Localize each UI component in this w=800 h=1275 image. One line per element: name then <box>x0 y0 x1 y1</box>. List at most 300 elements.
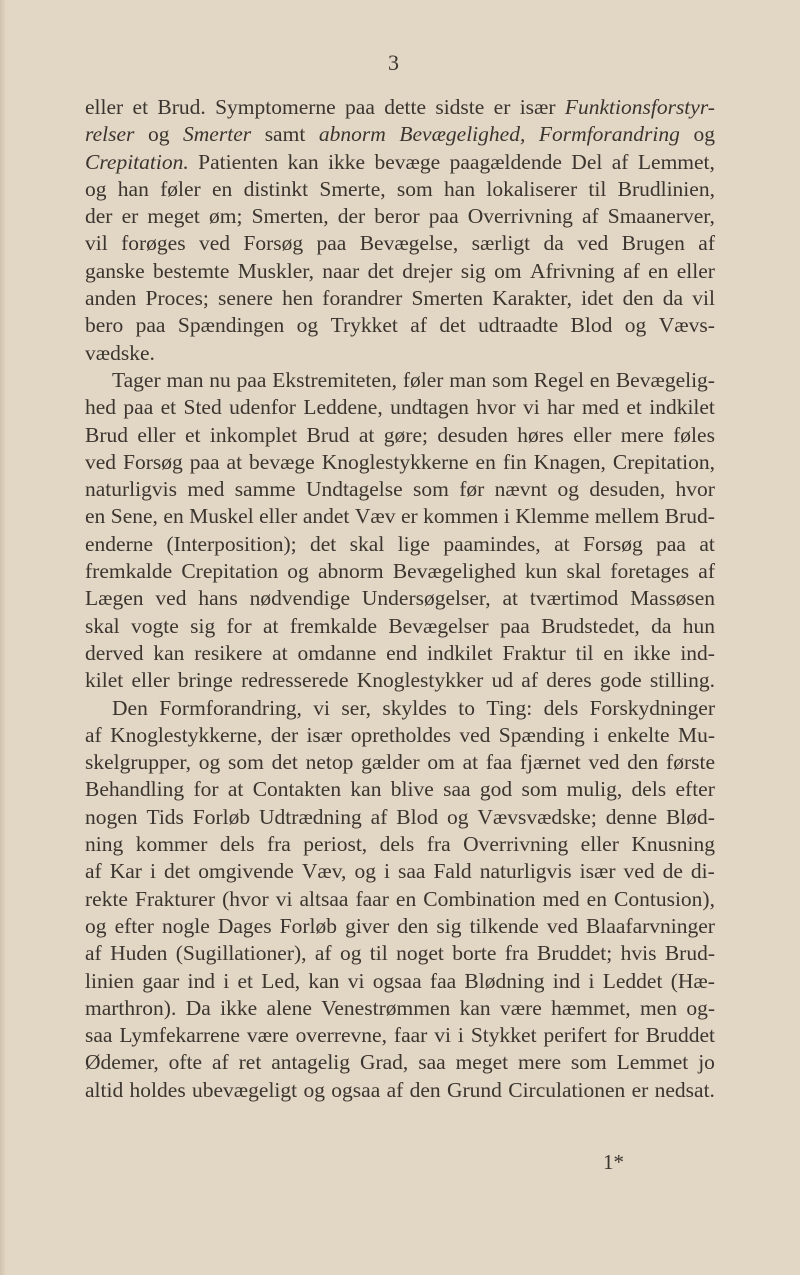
word: Brud <box>85 422 128 447</box>
word: paa <box>500 613 530 638</box>
word: vi <box>434 1023 451 1048</box>
word: Smerte, <box>319 176 386 201</box>
word: hun <box>682 613 715 638</box>
word: som <box>396 176 433 201</box>
text-line <box>85 968 715 995</box>
word: Forløb <box>192 804 251 829</box>
word: Knoglestykker <box>356 668 484 693</box>
word: samme <box>234 477 296 502</box>
word: en <box>586 886 607 911</box>
word: kan <box>459 995 491 1020</box>
word: ogsaa <box>372 968 422 993</box>
word: af <box>623 258 640 283</box>
word: Lægen <box>85 586 144 611</box>
word: Udtrædning <box>259 804 362 829</box>
page-number: 3 <box>388 50 399 75</box>
word: paagældende <box>449 149 562 174</box>
word: Stykket <box>470 1023 537 1048</box>
word: skelgrupper, <box>85 750 192 775</box>
word: det <box>367 258 394 283</box>
word: Dages <box>217 913 272 938</box>
word: og <box>557 477 580 502</box>
word: og <box>85 176 107 201</box>
word: kommer <box>135 832 208 857</box>
word: en <box>85 504 106 529</box>
word: skal <box>349 531 385 556</box>
word: Afrivning <box>529 258 615 283</box>
word: meget <box>455 1050 509 1075</box>
word: sig <box>460 258 486 283</box>
word: (Hæ- <box>670 968 715 993</box>
word: første <box>666 750 715 775</box>
word: Brud- <box>664 504 715 529</box>
word: kan <box>350 777 382 802</box>
word: der <box>337 204 366 229</box>
word: perifert <box>543 1023 607 1048</box>
word: fra <box>426 832 451 857</box>
word: for <box>226 613 252 638</box>
word: gælder <box>361 750 420 775</box>
signature-mark: 1* <box>603 1150 624 1174</box>
word: hvis <box>620 941 657 966</box>
word: er <box>493 95 511 119</box>
word: Proces; <box>145 286 209 311</box>
word: Bevægelighed <box>392 559 516 584</box>
word: i <box>383 859 390 884</box>
word: Forskydninger <box>589 695 715 720</box>
word: Bevægelser <box>388 613 489 638</box>
word: har <box>547 395 575 420</box>
word: af <box>85 722 102 747</box>
word: fjærnet <box>519 750 581 775</box>
word: Klemme <box>515 504 590 529</box>
word: Den <box>112 695 148 720</box>
word: den <box>409 1077 441 1102</box>
word: og <box>624 313 647 338</box>
word: ogsaa <box>331 1077 381 1102</box>
word: den <box>627 750 659 775</box>
word: føler <box>402 367 444 392</box>
word: Frakturer <box>135 886 216 911</box>
word: Blødning <box>464 968 545 993</box>
word: paa <box>428 204 459 229</box>
word: marthron). <box>85 995 177 1020</box>
text-line <box>85 121 715 148</box>
text-line <box>85 749 715 776</box>
text-line <box>85 531 715 558</box>
word: di- <box>690 859 715 884</box>
word: efter <box>114 913 154 938</box>
word: han <box>117 176 149 201</box>
word: vi <box>347 968 365 993</box>
text-segment: vædske. <box>85 340 155 365</box>
word: ved <box>577 231 609 256</box>
word: et <box>626 395 642 420</box>
word: fra <box>266 832 291 857</box>
text-line <box>85 886 715 913</box>
word: vi <box>523 395 540 420</box>
word: Knusning <box>631 832 715 857</box>
word: Forsøg <box>123 449 183 474</box>
word: som <box>413 477 449 502</box>
word: at <box>272 640 288 665</box>
word: ved <box>155 586 187 611</box>
word: Undtagelse <box>305 477 403 502</box>
word: Bevægelig- <box>615 367 715 392</box>
word: man <box>449 367 487 392</box>
word: at <box>227 777 244 802</box>
word: nu <box>209 367 231 392</box>
word: og- <box>686 995 715 1020</box>
word: Crepitation. <box>85 149 189 174</box>
word: Venestrømmen <box>321 995 451 1020</box>
word: hæmmet, <box>551 995 631 1020</box>
word: ved <box>198 231 230 256</box>
word: alene <box>266 995 312 1020</box>
word: eller <box>137 422 176 447</box>
word: kan <box>308 968 340 993</box>
word: de <box>662 859 683 884</box>
word: at <box>462 750 479 775</box>
text-line <box>85 667 715 694</box>
word: deres <box>546 668 592 693</box>
word: at <box>262 613 279 638</box>
word: senere <box>217 286 273 311</box>
word: bevæge <box>374 149 441 174</box>
word: andet <box>302 504 350 529</box>
word: skyldes <box>382 695 447 720</box>
word: af <box>611 149 629 174</box>
word: i <box>593 722 600 747</box>
word: saa <box>418 1050 446 1075</box>
word: holdes <box>129 1077 186 1102</box>
word: eller <box>131 668 170 693</box>
word: relser <box>85 122 135 147</box>
word: og <box>85 913 107 938</box>
word: en <box>163 504 184 529</box>
word: desuden <box>437 422 508 447</box>
text-line <box>85 203 715 230</box>
word: indkilet <box>426 640 493 665</box>
text-line <box>85 804 715 831</box>
text-line <box>85 831 715 858</box>
word: men <box>639 995 677 1020</box>
word: er <box>400 504 418 529</box>
text-line <box>85 258 715 285</box>
word: Ekstremiteten, <box>272 367 398 392</box>
word: mulig, <box>566 777 623 802</box>
word: Vævsvædske; <box>477 804 597 829</box>
word: kan <box>153 640 185 665</box>
word: fremkalde <box>289 613 377 638</box>
word: den <box>397 913 429 938</box>
word: Væv <box>354 504 396 529</box>
word: Formforandring, <box>159 695 302 720</box>
word: bevæge <box>249 449 315 474</box>
word: tilkende <box>469 913 539 938</box>
word: paa <box>236 367 267 392</box>
word: den <box>622 286 654 311</box>
word: idet <box>581 286 614 311</box>
word: paa <box>656 531 686 556</box>
word: end <box>386 640 418 665</box>
word: Behandling <box>85 777 185 802</box>
word: et <box>184 422 201 447</box>
word: til <box>588 176 607 201</box>
word: overrevne, <box>295 1023 387 1048</box>
word: Smaanerver, <box>607 204 715 229</box>
word: Contakten <box>252 777 342 802</box>
word: naturligvis <box>85 477 177 502</box>
word: giver <box>345 913 390 938</box>
word: Smerter <box>183 122 252 147</box>
text-line <box>85 312 715 339</box>
word: kilet <box>85 668 124 693</box>
word: Brud <box>306 422 350 447</box>
word: i <box>457 1023 464 1048</box>
word: naturligvis <box>479 859 572 884</box>
word: naar <box>322 258 360 283</box>
word: Knagen, <box>533 449 606 474</box>
word: resikere <box>194 640 263 665</box>
body-text <box>85 94 715 1104</box>
word: øm; <box>209 204 243 229</box>
word: og <box>693 122 715 147</box>
word: omgivende <box>198 859 294 884</box>
word: (Sugillationer), <box>175 941 307 966</box>
word: Leddene, <box>303 395 383 420</box>
word: skal <box>85 613 120 638</box>
word: distinkt <box>243 176 309 201</box>
word: som <box>570 1050 607 1075</box>
word: Formforandring <box>538 122 680 147</box>
word: med <box>187 477 225 502</box>
word: Blaafarvninger <box>586 913 715 938</box>
word: kun <box>525 559 558 584</box>
word: og <box>198 750 221 775</box>
text-line <box>85 995 715 1022</box>
word: paa <box>316 231 347 256</box>
word: Brugen <box>621 231 685 256</box>
word: i <box>503 504 510 529</box>
word: Regel <box>533 367 584 392</box>
word: faa <box>429 968 457 993</box>
word: et <box>160 395 177 420</box>
word: af <box>85 859 102 884</box>
word: saa <box>85 1023 113 1048</box>
word: Spænding <box>498 722 585 747</box>
word: altsaa <box>299 886 349 911</box>
word: ikke <box>328 149 366 174</box>
word: det <box>271 750 298 775</box>
word: Bevægelighed, <box>399 122 526 147</box>
word: vi <box>313 695 331 720</box>
word: ind <box>187 968 215 993</box>
word: Bruddet; <box>537 941 613 966</box>
word: udtraadte <box>478 313 559 338</box>
word: desuden, <box>589 477 666 502</box>
word: ret <box>238 1050 262 1075</box>
word: og <box>287 559 309 584</box>
word: meget <box>147 204 200 229</box>
word: og <box>446 804 469 829</box>
word: anden <box>85 286 137 311</box>
text-line <box>85 640 715 667</box>
word: i <box>149 859 156 884</box>
text-line <box>85 1049 715 1076</box>
word: som <box>492 367 528 392</box>
word: en <box>648 258 669 283</box>
word: forandrer <box>322 286 403 311</box>
word: Led, <box>261 968 301 993</box>
word: Ødemer, <box>85 1050 159 1075</box>
text-line <box>85 367 715 394</box>
word: for <box>613 1023 639 1048</box>
word: vi <box>275 886 293 911</box>
word: af <box>314 941 332 966</box>
word: det <box>163 859 191 884</box>
word: enderne <box>85 531 154 556</box>
word: Karakter, <box>492 286 572 311</box>
word: ved <box>85 449 117 474</box>
word: særligt <box>471 231 531 256</box>
word: gøre; <box>383 422 428 447</box>
word: Forsøg <box>582 531 643 556</box>
word: inkomplet <box>209 422 298 447</box>
word: Patienten <box>198 149 279 174</box>
word: da <box>662 286 684 311</box>
word: antagelig <box>271 1050 351 1075</box>
text-line <box>85 858 715 885</box>
word: Del <box>571 149 603 174</box>
word: Kar <box>109 859 142 884</box>
word: paa <box>345 95 375 119</box>
word: Sene, <box>110 504 158 529</box>
text-line <box>85 558 715 585</box>
word: eller <box>85 95 124 119</box>
word: noget <box>396 941 444 966</box>
text-line <box>85 94 715 121</box>
word: indkilet <box>649 395 715 420</box>
text-line <box>85 476 715 503</box>
word: forøges <box>121 231 186 256</box>
word: Vævs- <box>658 313 715 338</box>
word: opretholdes <box>350 722 452 747</box>
word: Lemmet, <box>637 149 715 174</box>
word: Lymfekarrene <box>119 1023 240 1048</box>
word: som <box>521 777 558 802</box>
word: især <box>579 859 616 884</box>
text-line <box>85 422 715 449</box>
word: om <box>494 258 522 283</box>
word: med <box>581 395 619 420</box>
word: undtagen <box>390 395 469 420</box>
word: er <box>121 204 139 229</box>
word: ved <box>588 750 620 775</box>
word: bringe <box>177 668 233 693</box>
word: Bevægelse, <box>359 231 459 256</box>
word: Symptomerne <box>215 95 336 119</box>
word: mere <box>620 422 664 447</box>
word: man <box>166 367 204 392</box>
word: ved <box>459 722 491 747</box>
word: redresserede <box>241 668 349 693</box>
word: Forsøg <box>243 231 304 256</box>
word: (hvor <box>222 886 269 911</box>
word: høres <box>517 422 564 447</box>
word: omdanne <box>297 640 377 665</box>
word: nødvendige <box>249 586 350 611</box>
word: Tids <box>146 804 184 829</box>
text-line <box>85 394 715 421</box>
word: ind <box>552 968 581 993</box>
word: hans <box>198 586 238 611</box>
word: dette <box>384 95 427 119</box>
word: Fraktur <box>502 640 566 665</box>
text-line <box>85 613 715 640</box>
text-line <box>85 1022 715 1049</box>
word: i <box>588 968 595 993</box>
word: faar <box>393 1023 428 1048</box>
word: især <box>306 722 343 747</box>
word: at <box>226 449 243 474</box>
word: Brudlinien, <box>617 176 715 201</box>
word: faa <box>485 750 513 775</box>
word: af <box>386 1077 404 1102</box>
word: foretages <box>610 559 690 584</box>
word: ser, <box>341 695 371 720</box>
text-line <box>85 776 715 803</box>
word: Spændingen <box>177 313 285 338</box>
word: en <box>395 886 417 911</box>
word: af <box>521 668 538 693</box>
word: sig <box>436 913 462 938</box>
word: som <box>227 750 264 775</box>
word: fremkalde <box>85 559 173 584</box>
word: eller <box>573 422 612 447</box>
word: Blod <box>570 313 613 338</box>
word: da <box>543 231 564 256</box>
word: en <box>211 176 233 201</box>
word: og <box>303 1077 325 1102</box>
word: hen <box>282 286 314 311</box>
word: føles <box>673 422 715 447</box>
text-line <box>85 449 715 476</box>
word: være <box>499 995 542 1020</box>
word: dels <box>219 832 255 857</box>
word: være <box>246 1023 289 1048</box>
word: Blod <box>396 804 439 829</box>
text-line <box>85 585 715 612</box>
word: Forløb <box>279 913 337 938</box>
text-line <box>85 1077 715 1104</box>
word: vil <box>692 286 715 311</box>
word: Undersøgelser, <box>361 586 491 611</box>
word: Leddet <box>602 968 663 993</box>
word: en <box>475 449 496 474</box>
word: Fald <box>433 859 472 884</box>
word: eller <box>676 258 715 283</box>
word: Crepitation, <box>612 449 715 474</box>
word: det <box>310 531 337 556</box>
word: Mu- <box>677 722 715 747</box>
word: i <box>223 968 230 993</box>
word: eller <box>580 832 619 857</box>
word: Overrivning <box>463 832 569 857</box>
word: enkelte <box>607 722 670 747</box>
word: saa <box>397 859 426 884</box>
word: drejer <box>402 258 453 283</box>
